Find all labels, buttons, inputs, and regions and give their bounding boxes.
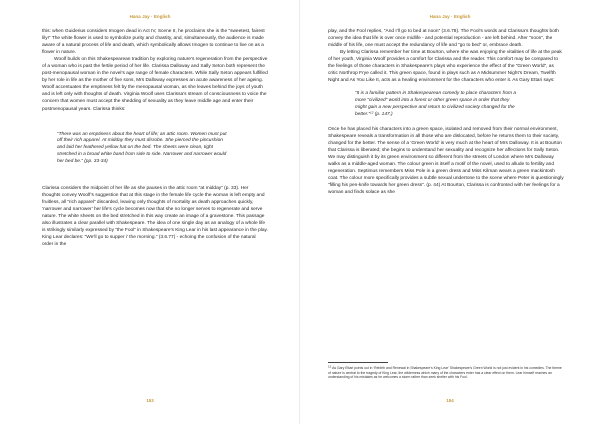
footnote-rule: [328, 362, 388, 363]
running-head: Hana Jay · English: [429, 14, 471, 19]
paragraph: Once he has placed his characters into a green space, isolated and removed from their normal environment, Shakespeare reveals a transformation in all those who are dislocated, before he returns them to their society, changed for the better. The sense of a ‘Green World’ is very much at the heart of Mrs Dalloway. It is at Bourton that Clarissa is liberated; she begins to understand her sexuality and recognize her affections for Sally Seton. We may distinguish it by its green environment so different from the streets of London where Mrs Dalloway walks as a middle-aged woman. The colour green is itself a motif of the novel, used to allude to fertility and regeneration. Septimus remembers Miss Pole in a green dress and Miss Kilman wears a green mackintosh coat. The colour more specifically provides a subtle sexual undertone to the scene where Peter is questioningly “filling his pen-knife towards her green dress”. (p. 44) At Bourton, Clarissa is confronted with her feelings for a woman and finds solace as she: [328, 127, 564, 196]
footnote-text: As Gary Ettari points out in ‘Rebirth and Renewal in Shakespeare’s King Lear’ Shakespeare’s Green World is not just evident in his comedies. The theme of nature is central to the tragedy of King Lear, the wilderness which many of the characters enter has a clear effect on them. Lear himself reaches an understanding of his mistakes as he welcomes a storm rather than seek shelter with his Fool.: [328, 366, 562, 380]
block-quote: “There was an emptiness about the heart of life; an attic room. Women must put off their rich apparel. At midday they must disrobe. She pierced the pincushion and laid her feathered yellow hat on the bed. The sheets were clean, tight stretched in a broad white band from side to side. Narrower and narrower would her bed be.” (pp. 33-34): [57, 131, 227, 165]
paragraph: this: when Guiderius considers Imogen dead in Act IV, Scene II, he proclaims she is the “sweetest, fairest lily!” The white flower is used to symbolize purity and chastity, and, simultaneously, the audience is made aware of a natural process of life and death, which symbolically allows Imogen to continue to live on as a flower in nature.: [42, 29, 265, 56]
footnote-number: 12: [328, 364, 332, 369]
paragraph: Woolf builds on this Shakespearean tradition by exploring nature’s regeneration from the perspective of a woman who is past the fertile period of her life. Clarissa Dalloway and Sally Seton both represent the post-menopausal woman in the novel’s age range of female characters. While Sally Seton appears fulfilled by her role in life as the mother of five sons, Mrs Dalloway expresses an acute awareness of her ageing. Woolf accentuates the emptiness felt by the menopausal woman, as she leaves behind the joys of youth and is left only with thoughts of death. Virginia Woolf uses Clarissa’s stream of consciousness to voice the concern that women must accept the shedding of sexuality as they leave middle age and enter their postmenopausal years. Clarissa thinks:: [42, 57, 268, 112]
page-body: [328, 28, 564, 196]
page-number: 154: [446, 398, 454, 403]
running-head: Hana Jay · English: [129, 14, 171, 19]
right-page: [300, 0, 600, 424]
page-number: 153: [146, 398, 154, 403]
paragraph: play, and the Fool replies, “And I’ll go to bed at noon” (3.6.78). The Fool’s words and Clarissa’s thoughts both convey the idea that life is over once midlife - and potential reproduction - are left behind. After “noon”, the middle of his life, one must accept the redundancy of life and “go to bed” or, embrace death.: [328, 29, 559, 49]
paragraph: By letting Clarissa remember her time at Bourton, where she was enjoying the vitalities of life at the peak of her youth, Virginia Woolf provides a comfort for Clarissa and the reader. This comfort may be compared to the feelings of those characters in Shakespeare’s plays who experience the effect of the “Green World”, as critic Northrop Frye called it. This green space, found in plays such as A Midsummer Night’s Dream, Twelfth Night and As You Like It, acts as a healing environment for the characters who enter it. As Gary Ettari says:: [328, 50, 562, 84]
quote-citation: (p. 147.): [374, 112, 393, 118]
block-quote: [355, 91, 520, 119]
footnote: [328, 366, 564, 380]
quote-text: “It is a familiar pattern in Shakespearean comedy to place characters from a more “civilized” world into a forest or other green space in order that they might gain a new perspective and return to civilized society changed for the better.”: [355, 91, 517, 118]
paragraph: Clarissa considers the midpoint of her life as she pauses in the attic room “at midday” (p. 33). Her thoughts convey Woolf’s suggestion that at this stage in the female life cycle the woman is left empty and fruitless, all “rich apparel” discarded, leaving only thoughts of mortality as death approaches quickly, ‘narrower and narrower’ her life’s cycle becomes now that she no longer serves to regenerate and serve nature. The white sheets on the bed stretched in this way create an image of a gravestone. This passage also illustrates a clear parallel with Shakespeare. The idea of one single day as an analogy of a whole life is strikingly similarly expressed by “the Fool” in Shakespeare’s King Lear in his last appearance in the play. King Lear declares: “We’ll go to supper i’ the morning.” (3.6.77) - echoing the confusion of the natural order in the: [42, 186, 268, 248]
footnote-ref: 12: [370, 110, 374, 115]
page-body: [42, 28, 268, 249]
